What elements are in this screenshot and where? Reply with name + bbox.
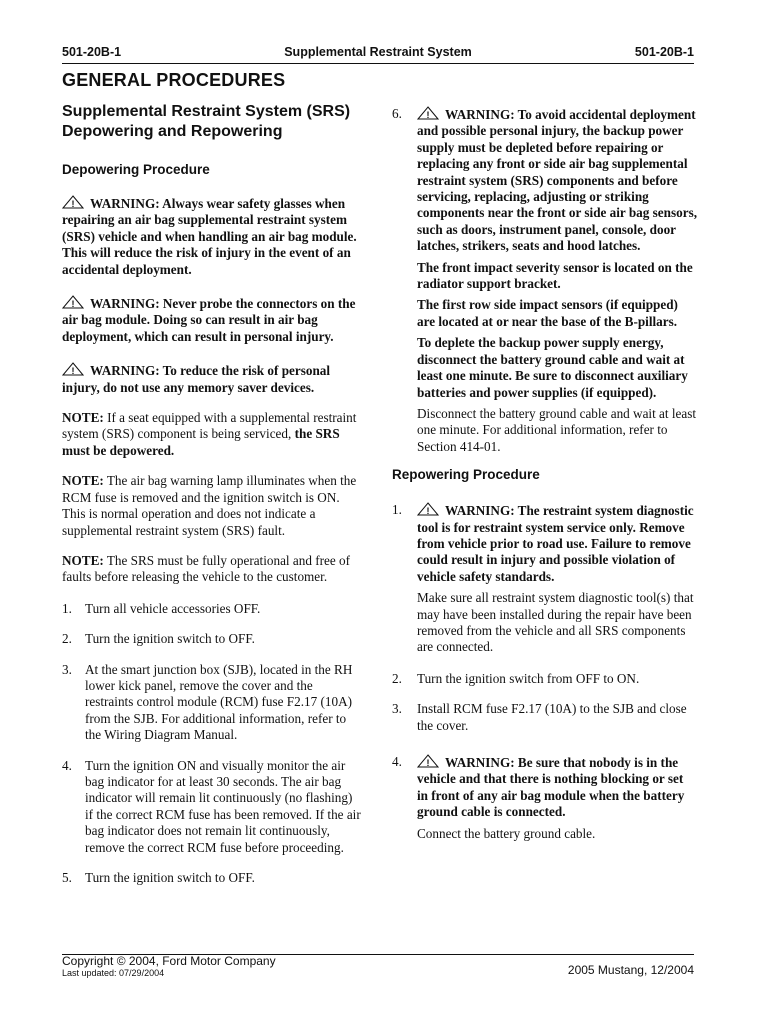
svg-text:!: ! — [426, 110, 430, 120]
left-column — [62, 102, 362, 886]
warning-triangle-icon — [62, 295, 84, 309]
warning-triangle-icon — [417, 502, 439, 516]
note-warning-lamp: NOTE: The air bag warning lamp illuminates when the RCM fuse is removed and the ignition switch is ON. This is normal operation and does not indicate a supplemental restraint system (SRS) fault. — [62, 473, 357, 538]
svg-text:!: ! — [426, 506, 430, 517]
repower-step: 1. ! WARNING: The restraint system diagnostic tool is for restraint system service only. Remove from vehicle prior to road use. Failure to remove could result in injury and possible violation of vehicle safety standards. Make sure all restraint system diagnostic tool(s) that may have been installed during the repair have been removed from the vehicle and all SRS components are connected. — [392, 502, 697, 656]
warning-safety-glasses: ! WARNING: Always wear safety glasses when repairing an air bag supplemental restraint system (SRS) vehicle and when handling an air bag module. This will reduce the risk of injury in the event of an accidental deployment. — [62, 196, 357, 277]
warning-triangle-icon — [62, 362, 84, 376]
note-seat-srs: NOTE: If a seat equipped with a supplemental restraint system (SRS) component is being serviced, the SRS must be depowered. — [62, 410, 357, 458]
svg-text:!: ! — [71, 366, 75, 377]
repower-step: 4. ! WARNING: Be sure that nobody is in the vehicle and that there is nothing blocking or set in front of any air bag module when the battery ground cable is connected. Connect the battery ground cable. — [392, 754, 697, 842]
diagnostic-tool-text: Make sure all restraint system diagnostic tool(s) that may have been installed during the repair have been removed from the vehicle and all SRS components are connected. — [417, 590, 694, 655]
section-title: GENERAL PROCEDURES — [62, 70, 286, 90]
step-item: 1. Turn all vehicle accessories OFF. — [62, 600, 261, 616]
copyright: Copyright © 2004, Ford Motor Company — [62, 954, 276, 968]
header-rule — [62, 63, 694, 64]
header-left-code: 501-20B-1 — [62, 45, 122, 59]
repower-step: 2. Turn the ignition switch from OFF to ON. — [392, 670, 640, 686]
svg-text:!: ! — [71, 199, 75, 209]
step-item: 2. Turn the ignition switch to OFF. — [62, 631, 255, 647]
depowering-heading: Depowering Procedure — [62, 162, 210, 177]
sensor-location-front: The front impact severity sensor is located on the radiator support bracket. — [417, 259, 693, 292]
step-item: 5. Turn the ignition switch to OFF. — [62, 870, 255, 885]
warning-never-probe: ! WARNING: Never probe the connectors on the air bag module. Doing so can result in air bag deployment, which can result in personal injury. — [62, 296, 356, 344]
svg-text:!: ! — [426, 758, 430, 768]
warning-triangle-icon — [417, 754, 439, 768]
step-6: 6. ! WARNING: To avoid accidental deployment and possible personal injury, the backup power supply must be depleted before repairing or replacing any front or side air bag supplemental restraint system (SRS) components and before servicing, replacing, adjusting or striking components near the front or side air bag sensors, such as doors, instrument panel, console, door latches, strikers, seats and hood latches. The front impact severity sensor is located on the radiator support bracket. The first row side impact sensors (if equipped) are located at or near the base of the B-pillars. To deplete the backup power supply energy, disconnect the battery ground cable and wait at least one minute. Be sure to disconnect auxiliary batteries and power supplies (if equipped). Disconnect the battery ground cable and wait at least one minute. For additional information, refer to Section 414-01. — [392, 106, 697, 454]
right-column — [392, 102, 697, 842]
warning-diagnostic-tool: ! WARNING: The restraint system diagnostic tool is for restraint system service only. Remove from vehicle prior to road use. Failure to remove could result in injury and possible violation of vehicle safety standards. — [417, 503, 694, 584]
warning-triangle-icon — [62, 195, 84, 209]
connect-battery-text: Connect the battery ground cable. — [417, 825, 596, 841]
warning-backup-power: ! WARNING: To avoid accidental deployment and possible personal injury, the backup power supply must be depleted before repairing or replacing any front or side air bag supplemental restraint system (SRS) components and before servicing, replacing, adjusting or striking components near the front or side air bag sensors, such as doors, instrument panel, console, door latches, strikers, seats and hood latches. — [417, 107, 697, 254]
deplete-backup-power: To deplete the backup power supply energy, disconnect the battery ground cable and wait at least one minute. Be sure to disconnect auxiliary batteries and power supplies (if equipped). — [417, 335, 688, 400]
sensor-location-side: The first row side impact sensors (if equipped) are located at or near the base of the B-pillars. — [417, 297, 678, 329]
disconnect-battery-text: Disconnect the battery ground cable and wait at least one minute. For additional information, refer to Section 414-01. — [417, 405, 697, 454]
last-updated: Last updated: 07/29/2004 — [62, 968, 165, 978]
warning-memory-saver: ! WARNING: To reduce the risk of personal injury, do not use any memory saver devices. — [62, 363, 331, 395]
step-item: 3. At the smart junction box (SJB), located in the RH lower kick panel, remove the cover and the restraints control module (RCM) fuse F2.17 (10A) from the SJB. For additional information, refer to the Wiring Diagram Manual. — [62, 661, 353, 743]
warning-triangle-icon — [417, 106, 439, 120]
step-item: 4. Turn the ignition ON and visually monitor the air bag indicator for at least 30 seconds. The air bag indicator will remain lit continuously (no flashing) if the correct RCM fuse has been removed. If the air bag indicator does not remain lit continuously, remove the correct RCM fuse before proceeding. — [62, 757, 361, 855]
svg-text:!: ! — [71, 299, 75, 310]
warning-nobody-in-vehicle: ! WARNING: Be sure that nobody is in the vehicle and that there is nothing blocking or set in front of any air bag module when the battery ground cable is connected. — [417, 755, 685, 820]
procedure-title: Supplemental Restraint System (SRS) Depowering and Repowering — [62, 103, 351, 140]
repowering-heading: Repowering Procedure — [392, 467, 540, 483]
page-header — [62, 45, 694, 63]
header-title: Supplemental Restraint System — [284, 45, 472, 59]
repower-step: 3. Install RCM fuse F2.17 (10A) to the SJB and close the cover. — [392, 701, 687, 733]
header-right-code: 501-20B-1 — [634, 45, 694, 59]
edition: 2005 Mustang, 12/2004 — [567, 963, 694, 977]
note-srs-operational: NOTE: The SRS must be fully operational and free of faults before releasing the vehicle to the customer. — [62, 552, 351, 585]
